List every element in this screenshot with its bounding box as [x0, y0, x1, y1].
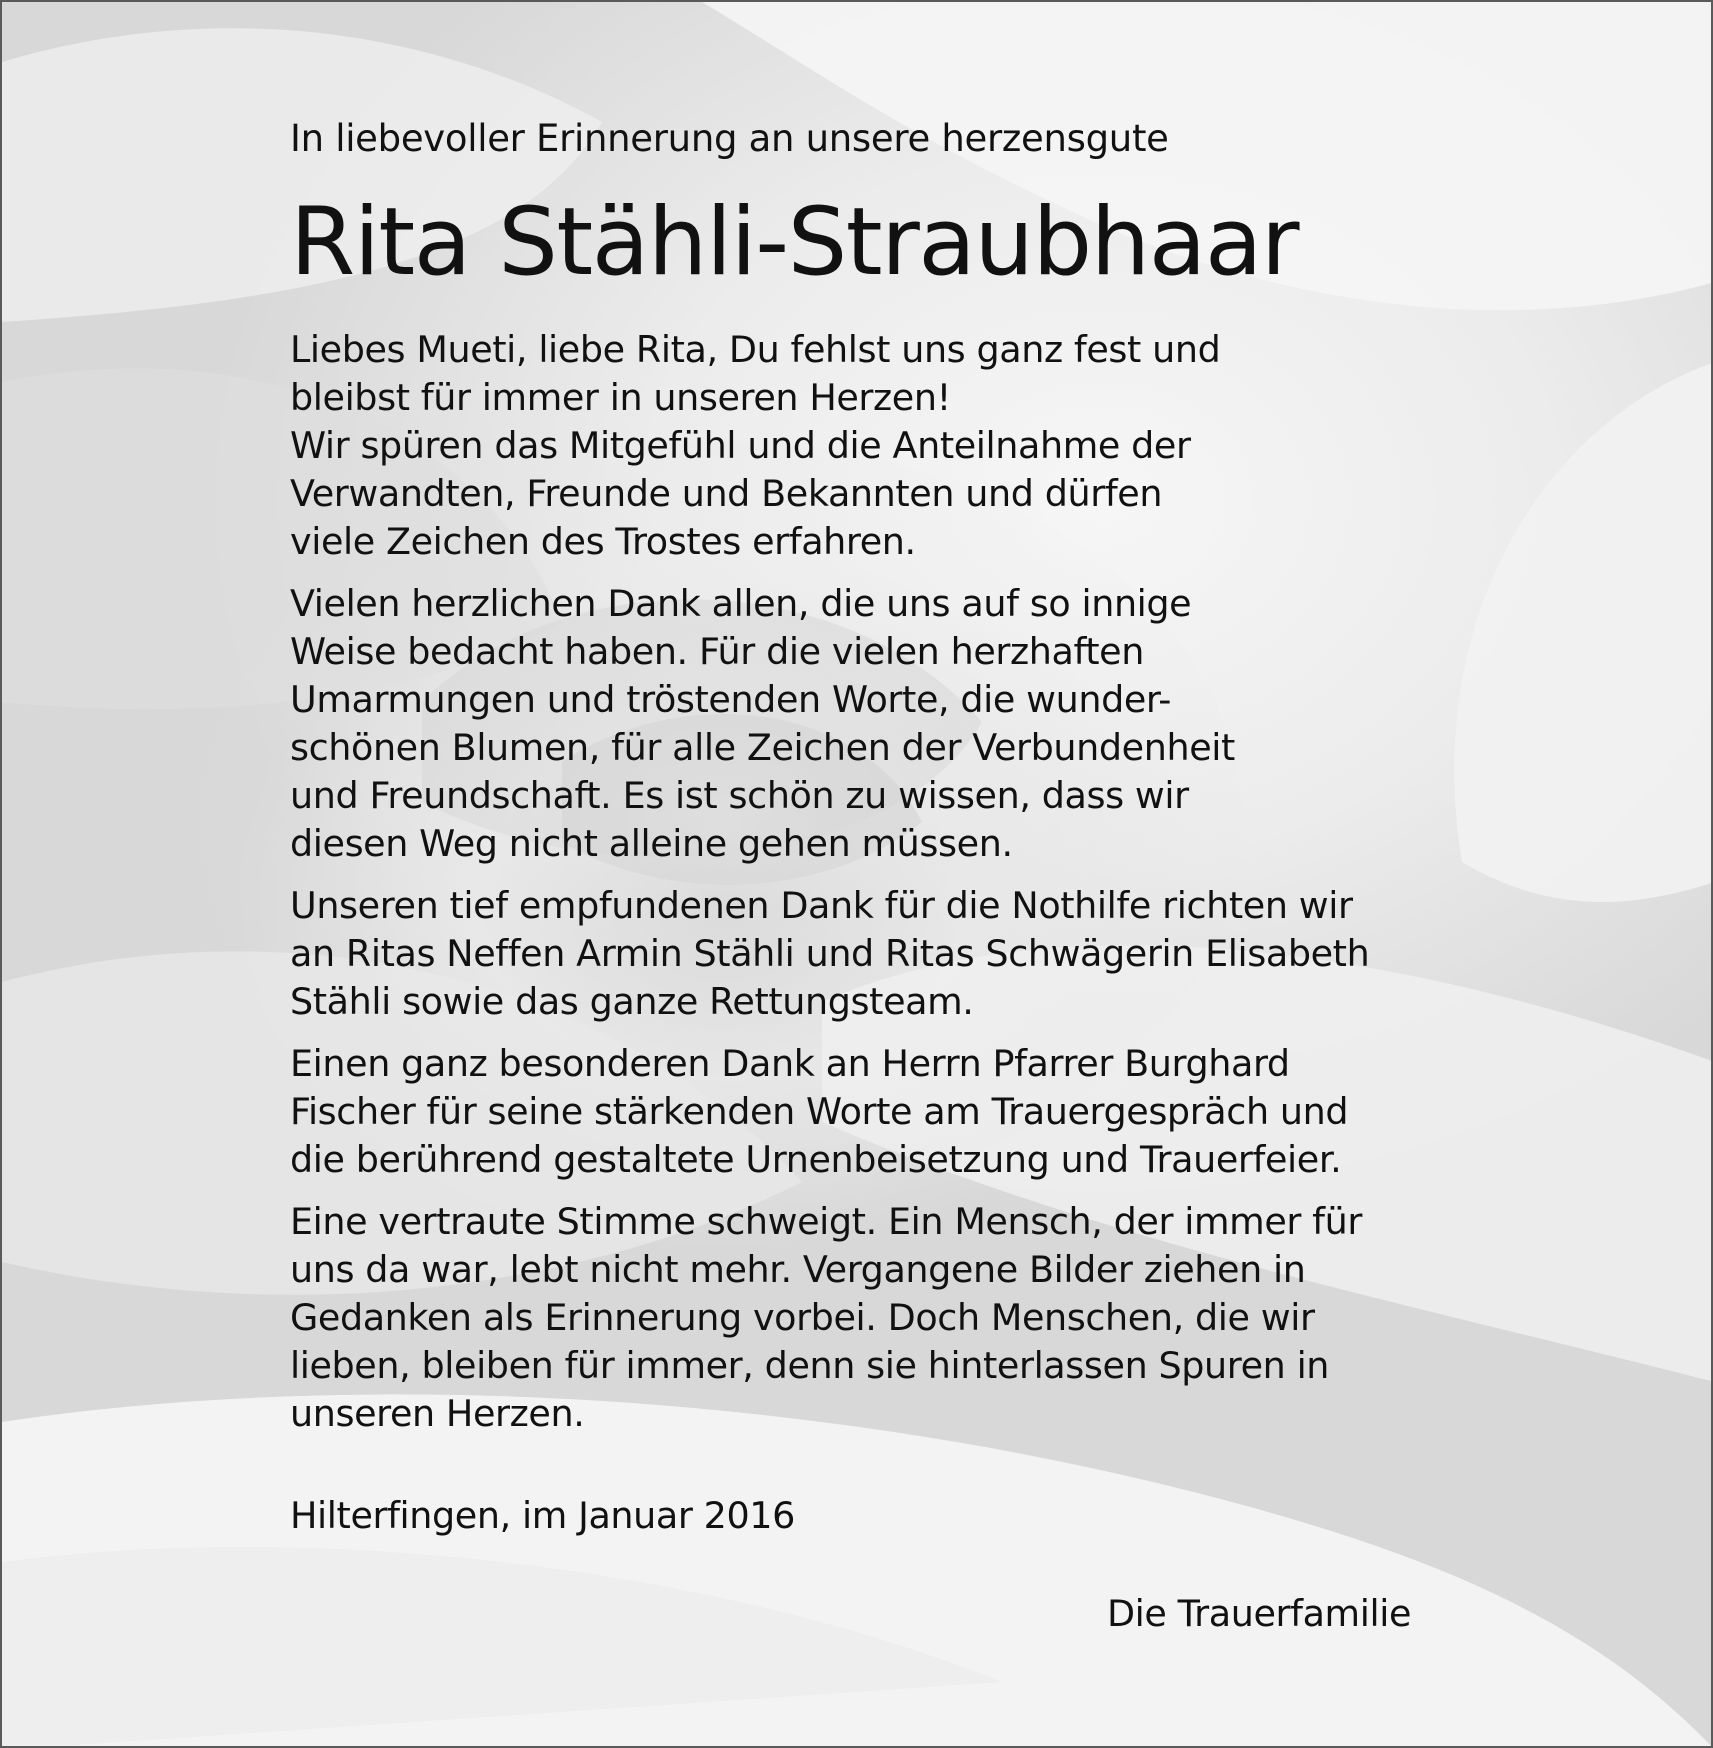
signature: Die Trauerfamilie: [1106, 1592, 1411, 1635]
paragraph: [290, 580, 1420, 868]
text-line: Weise bedacht haben. Für die vielen herzhaften: [290, 630, 1144, 673]
text-line: viele Zeichen des Trostes erfahren.: [290, 520, 916, 563]
portrait-photo: [1356, 364, 1656, 820]
text-line: Wir spüren das Mitgefühl und die Anteilnahme der: [290, 424, 1191, 467]
paragraph: [290, 882, 1420, 1026]
text-line: diesen Weg nicht alleine gehen müssen.: [290, 822, 1013, 865]
paragraph: [290, 1198, 1420, 1438]
text-line: uns da war, lebt nicht mehr. Vergangene Bilder ziehen in: [290, 1248, 1306, 1291]
text-line: lieben, bleiben für immer, denn sie hinterlassen Spuren in: [290, 1344, 1330, 1387]
text-line: und Freundschaft. Es ist schön zu wissen, dass wir: [290, 774, 1189, 817]
text-line: Stähli sowie das ganze Rettungsteam.: [290, 980, 974, 1023]
text-line: schönen Blumen, für alle Zeichen der Verbundenheit: [290, 726, 1235, 769]
text-line: bleibst für immer in unseren Herzen!: [290, 376, 951, 419]
intro-line: In liebevoller Erinnerung an unsere herzensgute: [290, 117, 1169, 160]
text-line: Unseren tief empfundenen Dank für die Nothilfe richten wir: [290, 884, 1353, 927]
deceased-name: Rita Stähli-Straubhaar: [290, 188, 1299, 297]
text-line: Gedanken als Erinnerung vorbei. Doch Menschen, die wir: [290, 1296, 1315, 1339]
text-line: Verwandten, Freunde und Bekannten und dürfen: [290, 472, 1163, 515]
text-line: Einen ganz besonderen Dank an Herrn Pfarrer Burghard: [290, 1042, 1290, 1085]
paragraph: [290, 326, 1420, 566]
text-line: Eine vertraute Stimme schweigt. Ein Mensch, der immer für: [290, 1200, 1362, 1243]
text-line: an Ritas Neffen Armin Stähli und Ritas Schwägerin Elisabeth: [290, 932, 1370, 975]
text-line: unseren Herzen.: [290, 1392, 585, 1435]
obituary-text: [290, 112, 1420, 1452]
text-line: Vielen herzlichen Dank allen, die uns auf so innige: [290, 582, 1192, 625]
message-body: [290, 326, 1420, 1438]
paragraph: [290, 1040, 1420, 1184]
text-line: Liebes Mueti, liebe Rita, Du fehlst uns ganz fest und: [290, 328, 1221, 371]
text-line: Fischer für seine stärkenden Worte am Trauergespräch und: [290, 1090, 1349, 1133]
place-and-date: Hilterfingen, im Januar 2016: [290, 1494, 795, 1537]
text-line: Umarmungen und tröstenden Worte, die wunder-: [290, 678, 1171, 721]
text-line: die berührend gestaltete Urnenbeisetzung und Trauerfeier.: [290, 1138, 1342, 1181]
